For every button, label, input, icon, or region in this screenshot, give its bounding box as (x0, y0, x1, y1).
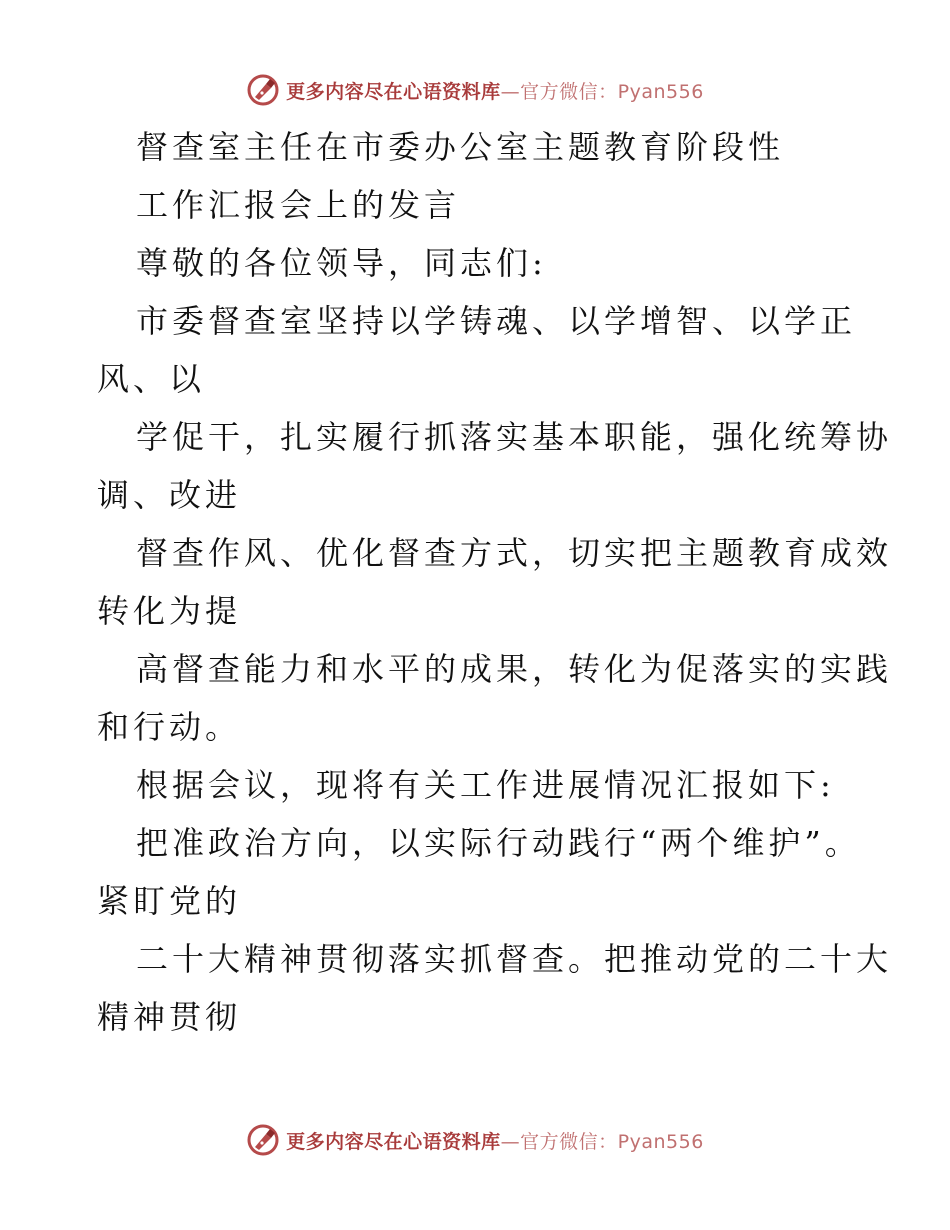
paragraph-line-wrap: 调、改进 (97, 476, 242, 514)
paragraph-line: 把准政治方向，以实际行动践行“两个维护”。 (136, 824, 861, 862)
paragraph-line-wrap: 紧盯党的 (97, 882, 242, 920)
paragraph-line: 市委督查室坚持以学铸魂、以学增智、以学正 (136, 302, 857, 340)
pen-nib-logo-icon (246, 1123, 280, 1157)
paragraph-line: 学促干，扎实履行抓落实基本职能，强化统筹协 (136, 418, 893, 456)
header-brand-text: 更多内容尽在心语资料库 (286, 80, 501, 103)
document-title-line-1: 督查室主任在市委办公室主题教育阶段性 (136, 128, 785, 166)
footer-banner (0, 1120, 950, 1160)
header-banner-text (286, 77, 704, 104)
paragraph-line: 督查作风、优化督查方式，切实把主题教育成效 (136, 534, 893, 572)
paragraph-line: 高督查能力和水平的成果，转化为促落实的实践 (136, 650, 893, 688)
footer-brand-text: 更多内容尽在心语资料库 (286, 1130, 501, 1153)
document-body (97, 118, 893, 1046)
footer-contact-text: —官方微信：Pyan556 (500, 1130, 704, 1153)
paragraph-line: 二十大精神贯彻落实抓督查。把推动党的二十大 (136, 940, 893, 978)
header-banner (0, 70, 950, 110)
footer-banner-text (286, 1127, 704, 1154)
header-contact-text: —官方微信：Pyan556 (500, 80, 704, 103)
document-title-line-2: 工作汇报会上的发言 (136, 186, 461, 224)
paragraph-line-wrap: 风、以 (97, 360, 206, 398)
paragraph-line-wrap: 和行动。 (97, 708, 242, 746)
paragraph-line-wrap: 精神贯彻 (97, 998, 242, 1036)
paragraph-line: 根据会议，现将有关工作进展情况汇报如下: (136, 766, 835, 804)
pen-nib-logo-icon (246, 73, 280, 107)
paragraph-line-wrap: 转化为提 (97, 592, 242, 630)
salutation-line: 尊敬的各位领导，同志们: (136, 244, 547, 282)
